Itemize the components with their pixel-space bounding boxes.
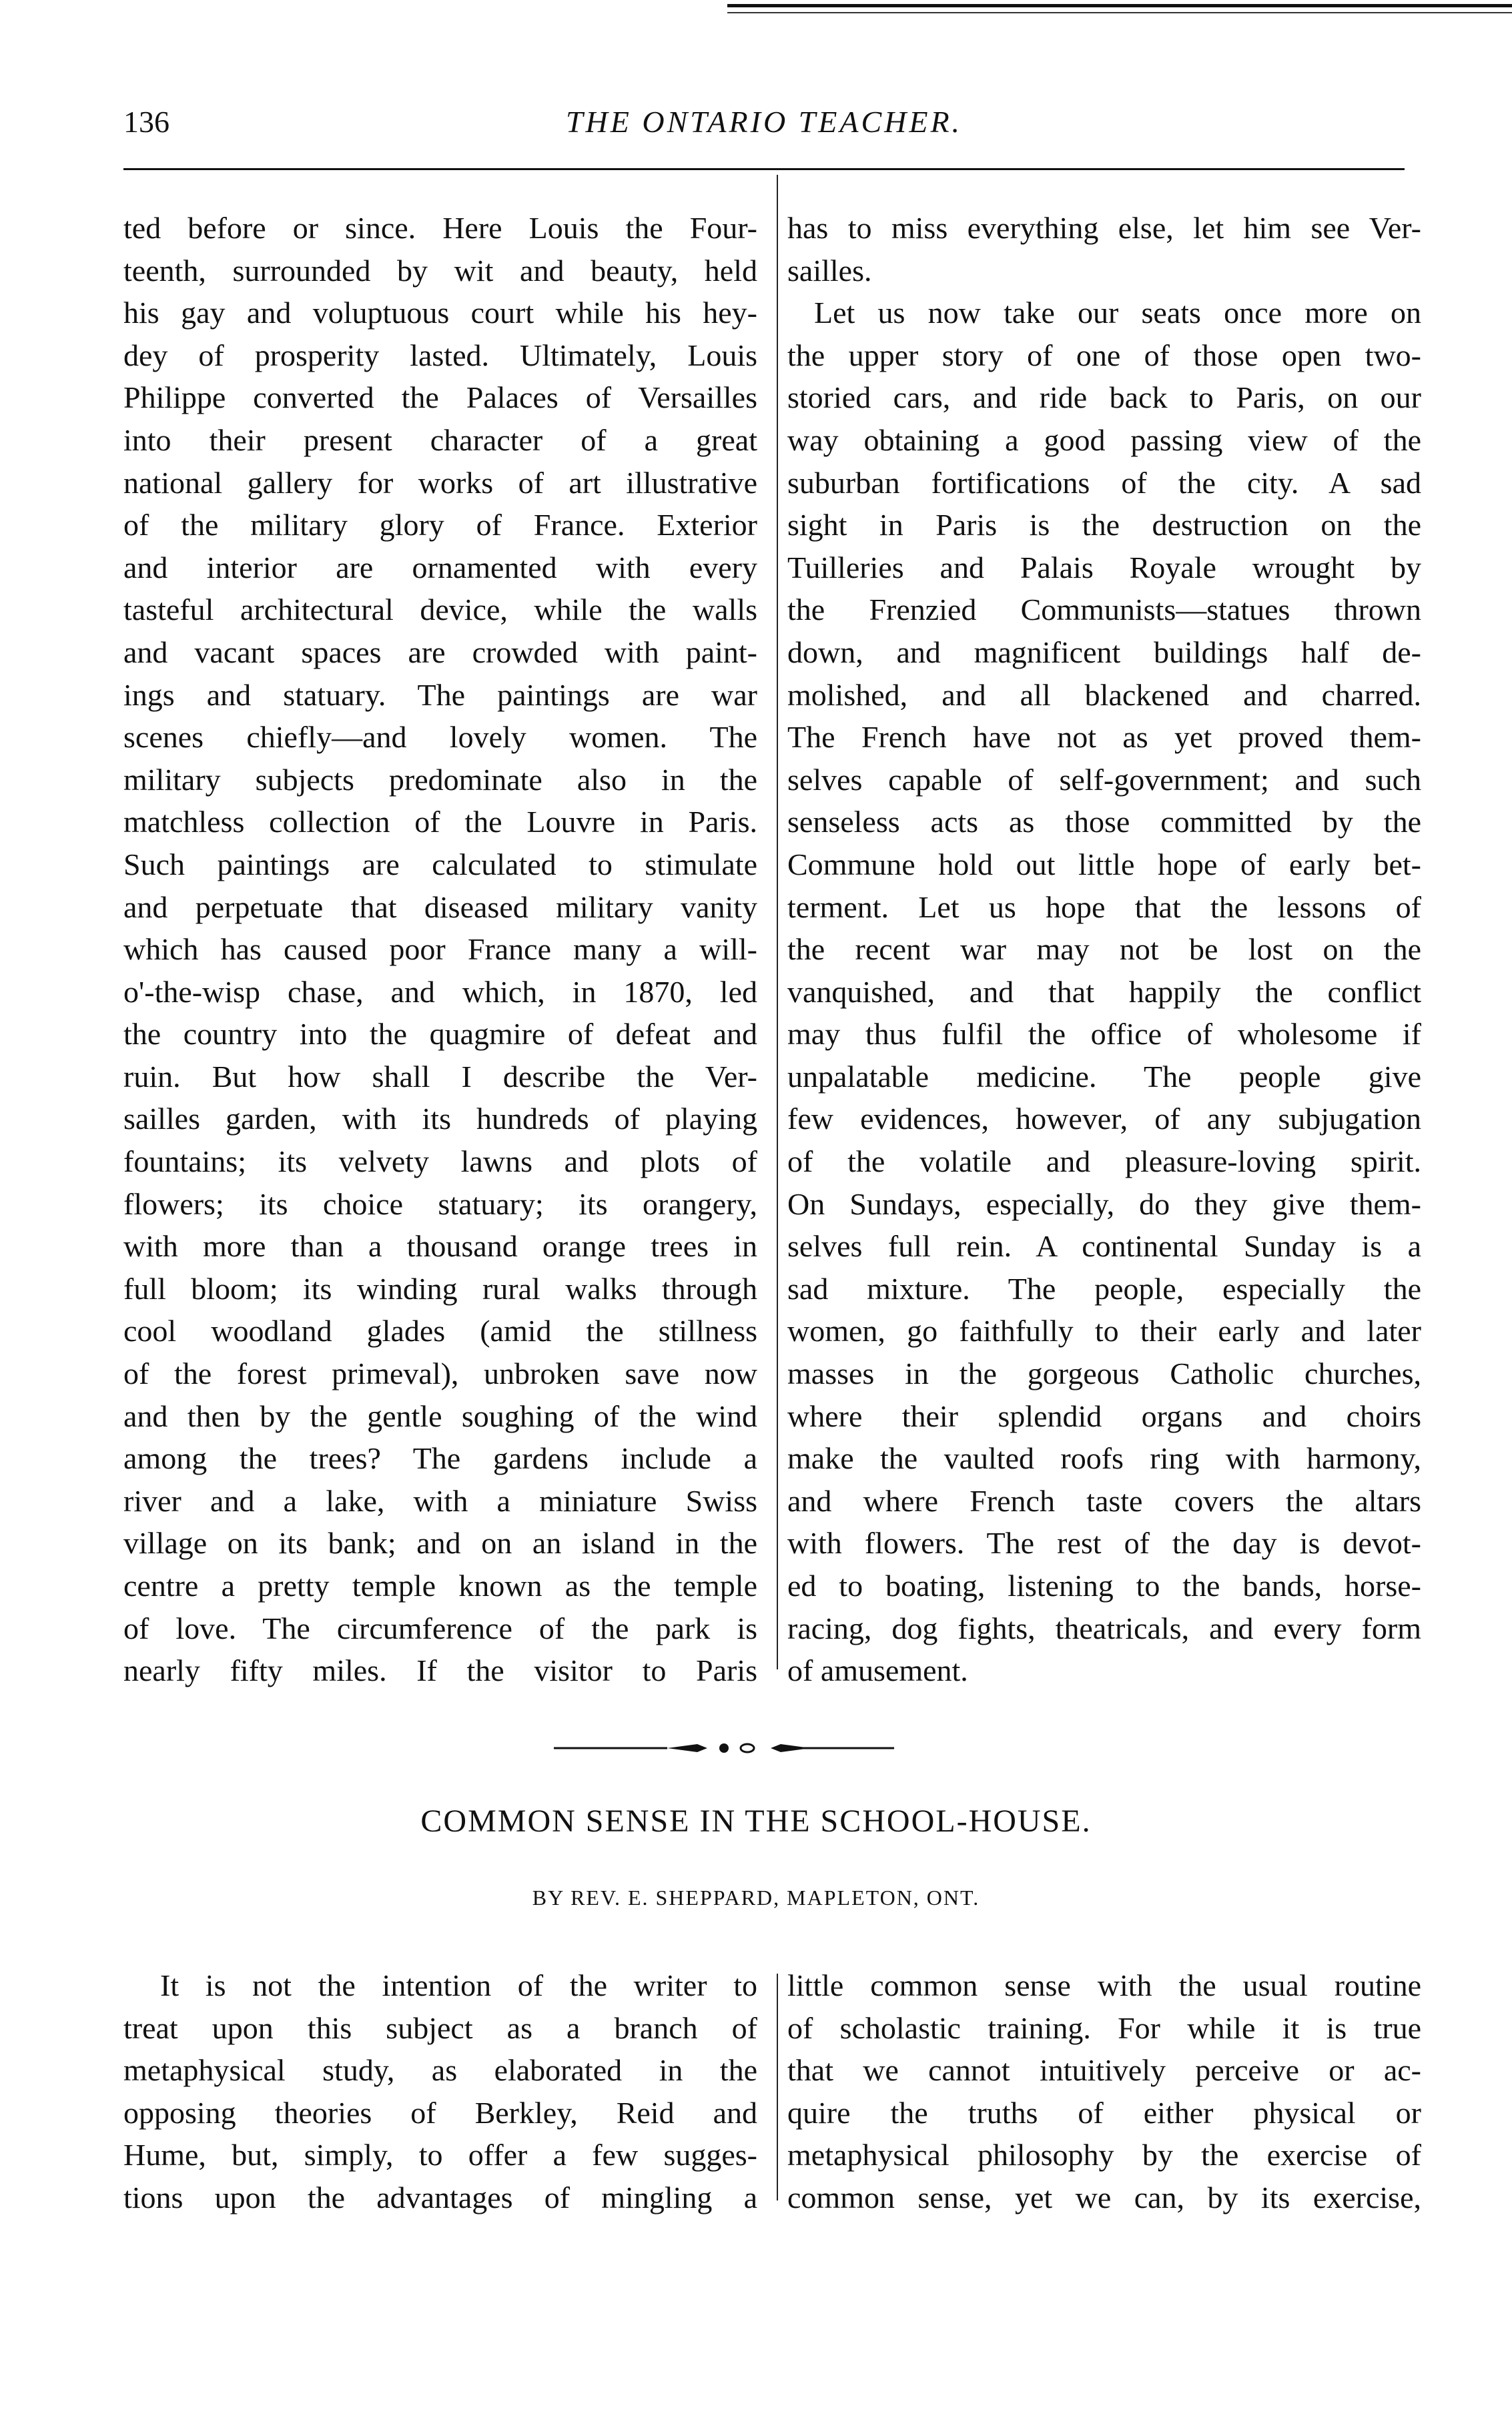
text-line: the recent war may not be lost on the xyxy=(787,932,1421,967)
text-line: metaphysical study, as elaborated in the xyxy=(123,2053,757,2088)
text-line: On Sundays, especially, do they give them- xyxy=(787,1186,1421,1221)
text-line: has to miss everything else, let him see Ver- xyxy=(787,211,1421,245)
text-line: unpalatable medicine. The people give xyxy=(787,1059,1421,1094)
text-line: matchless collection of the Louvre in Paris. xyxy=(123,805,757,839)
text-line: ed to boating, listening to the bands, horse- xyxy=(787,1569,1421,1603)
top-edge-rule xyxy=(727,4,1512,7)
column-divider xyxy=(777,175,778,1669)
text-line: military subjects predominate also in the xyxy=(123,762,757,797)
text-line: of the military glory of France. Exterior xyxy=(123,508,757,542)
text-line: quire the truths of either physical or xyxy=(787,2095,1421,2130)
text-line: women, go faithfully to their early and later xyxy=(787,1314,1421,1348)
text-line: Philippe converted the Palaces of Versailles xyxy=(123,380,757,415)
text-line: fountains; its velvety lawns and plots of xyxy=(123,1144,757,1179)
text-line: ted before or since. Here Louis the Four- xyxy=(123,211,757,245)
text-line: of scholastic training. For while it is true xyxy=(787,2010,1421,2045)
text-line: with more than a thousand orange trees in xyxy=(123,1229,757,1264)
text-line: tions upon the advantages of mingling a xyxy=(123,2180,757,2215)
text-line: It is not the intention of the writer to xyxy=(160,1968,757,2002)
text-line: scenes chiefly—and lovely women. The xyxy=(123,720,757,755)
text-line: of amusement. xyxy=(787,1653,968,1688)
text-line: the Frenzied Communists—statues thrown xyxy=(787,592,1421,627)
text-line: common sense, yet we can, by its exercise, xyxy=(787,2180,1421,2215)
article-right-column xyxy=(787,1964,1421,2219)
text-line: opposing theories of Berkley, Reid and xyxy=(123,2095,757,2130)
text-line: suburban fortifications of the city. A sad xyxy=(787,465,1421,500)
text-line: and perpetuate that diseased military vanity xyxy=(123,889,757,924)
text-line: where their splendid organs and choirs xyxy=(787,1398,1421,1433)
text-line: the upper story of one of those open two- xyxy=(787,338,1421,372)
text-line: Such paintings are calculated to stimulate xyxy=(123,847,757,881)
text-line: o'-the-wisp chase, and which, in 1870, led xyxy=(123,974,757,1009)
top-edge-rule-thin xyxy=(727,12,1512,13)
text-line: of the volatile and pleasure-loving spirit. xyxy=(787,1144,1421,1179)
text-line: metaphysical philosophy by the exercise of xyxy=(787,2138,1421,2172)
text-line: among the trees? The gardens include a xyxy=(123,1441,757,1476)
text-line: little common sense with the usual routine xyxy=(787,1968,1421,2002)
right-column xyxy=(787,207,1421,1692)
text-line: flowers; its choice statuary; its orangery, xyxy=(123,1186,757,1221)
text-line: which has caused poor France many a will- xyxy=(123,932,757,967)
text-line: sailles garden, with its hundreds of playing xyxy=(123,1102,757,1136)
page-number: 136 xyxy=(123,105,169,139)
section-ornament xyxy=(554,1740,894,1756)
header-rule xyxy=(123,168,1405,170)
text-line: Let us now take our seats once more on xyxy=(814,296,1421,330)
text-line: teenth, surrounded by wit and beauty, held xyxy=(123,253,757,288)
text-line: Hume, but, simply, to offer a few sugges- xyxy=(123,2138,757,2172)
journal-title: THE ONTARIO TEACHER. xyxy=(565,105,963,139)
text-line: way obtaining a good passing view of the xyxy=(787,422,1421,457)
text-line: cool woodland glades (amid the stillness xyxy=(123,1314,757,1348)
text-line: of love. The circumference of the park is xyxy=(123,1611,757,1645)
column-divider xyxy=(777,1974,778,2200)
text-line: sad mixture. The people, especially the xyxy=(787,1271,1421,1306)
text-line: with flowers. The rest of the day is devot- xyxy=(787,1526,1421,1561)
text-line: nearly fifty miles. If the visitor to Paris xyxy=(123,1653,757,1688)
left-column xyxy=(123,207,757,1692)
text-line: storied cars, and ride back to Paris, on our xyxy=(787,380,1421,415)
text-line: masses in the gorgeous Catholic churches, xyxy=(787,1356,1421,1391)
text-line: full bloom; its winding rural walks through xyxy=(123,1271,757,1306)
text-line: river and a lake, with a miniature Swiss xyxy=(123,1483,757,1518)
text-line: The French have not as yet proved them- xyxy=(787,720,1421,755)
text-line: his gay and voluptuous court while his hey- xyxy=(123,296,757,330)
text-line: Commune hold out little hope of early bet- xyxy=(787,847,1421,881)
text-line: ings and statuary. The paintings are war xyxy=(123,677,757,712)
text-line: terment. Let us hope that the lessons of xyxy=(787,889,1421,924)
text-line: village on its bank; and on an island in the xyxy=(123,1526,757,1561)
running-head xyxy=(123,100,1405,153)
text-line: dey of prosperity lasted. Ultimately, Louis xyxy=(123,338,757,372)
text-line: treat upon this subject as a branch of xyxy=(123,2010,757,2045)
text-line: national gallery for works of art illustrative xyxy=(123,465,757,500)
text-line: and where French taste covers the altars xyxy=(787,1483,1421,1518)
article-left-column xyxy=(123,1964,757,2219)
text-line: and interior are ornamented with every xyxy=(123,550,757,584)
text-line: and vacant spaces are crowded with paint- xyxy=(123,635,757,669)
text-line: molished, and all blackened and charred. xyxy=(787,677,1421,712)
text-line: racing, dog fights, theatricals, and every form xyxy=(787,1611,1421,1645)
text-line: into their present character of a great xyxy=(123,422,757,457)
text-line: tasteful architectural device, while the walls xyxy=(123,592,757,627)
text-line: centre a pretty temple known as the temple xyxy=(123,1569,757,1603)
text-line: may thus fulfil the office of wholesome if xyxy=(787,1017,1421,1052)
text-line: vanquished, and that happily the conflict xyxy=(787,974,1421,1009)
text-line: the country into the quagmire of defeat and xyxy=(123,1017,757,1052)
text-line: Tuilleries and Palais Royale wrought by xyxy=(787,550,1421,584)
article-title: COMMON SENSE IN THE SCHOOL-HOUSE. xyxy=(420,1803,1092,1839)
text-line: few evidences, however, of any subjugation xyxy=(787,1102,1421,1136)
text-line: make the vaulted roofs ring with harmony, xyxy=(787,1441,1421,1476)
text-line: and then by the gentle soughing of the wind xyxy=(123,1398,757,1433)
text-line: down, and magnificent buildings half de- xyxy=(787,635,1421,669)
text-line: of the forest primeval), unbroken save now xyxy=(123,1356,757,1391)
text-line: senseless acts as those committed by the xyxy=(787,805,1421,839)
article-byline: BY REV. E. SHEPPARD, MAPLETON, ONT. xyxy=(532,1886,980,1910)
text-line: selves capable of self-government; and such xyxy=(787,762,1421,797)
text-line: ruin. But how shall I describe the Ver- xyxy=(123,1059,757,1094)
text-line: sailles. xyxy=(787,253,872,288)
text-line: sight in Paris is the destruction on the xyxy=(787,508,1421,542)
text-line: selves full rein. A continental Sunday is a xyxy=(787,1229,1421,1264)
text-line: that we cannot intuitively perceive or ac- xyxy=(787,2053,1421,2088)
